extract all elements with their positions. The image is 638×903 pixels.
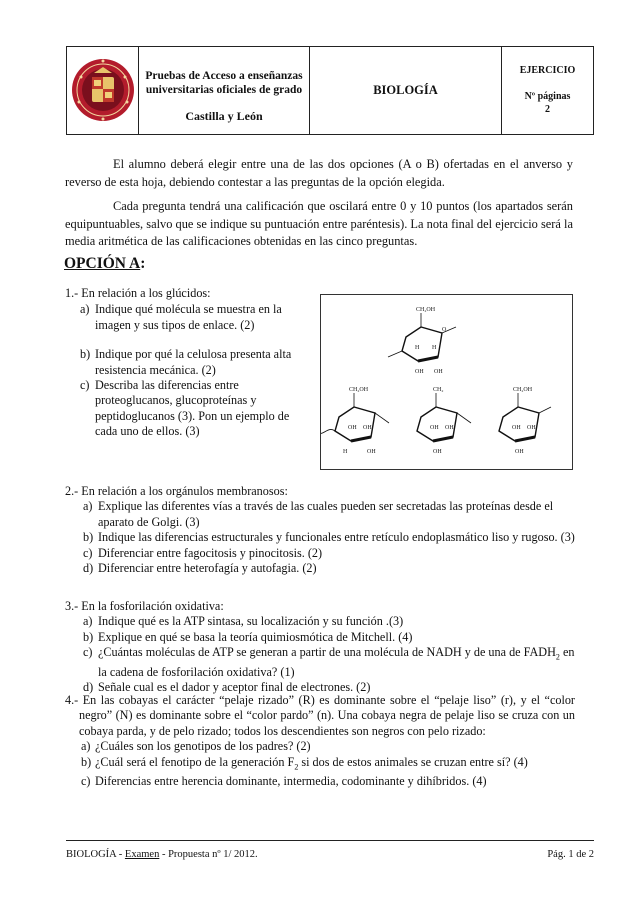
oh-label: OH: [527, 425, 536, 431]
ch2-label: CH₂: [433, 387, 444, 393]
question-item: a) ¿Cuáles son los genotipos de los padres? (2): [81, 739, 311, 754]
question-2: [65, 484, 575, 576]
ch2oh-label: CH₂OH: [349, 387, 369, 393]
exercise-label: EJERCICIO: [519, 65, 576, 76]
question-item: c) ¿Cuántas moléculas de ATP se generan a partir de una molécula de NADH y de una de $FADH_2$ en la cadena de fosforilación oxidativa? (1): [83, 645, 575, 680]
question-1: [65, 286, 313, 440]
page-footer: [66, 840, 594, 860]
h-label: H: [432, 345, 437, 351]
question-item: c) Diferenciar entre fagocitosis y pinocitosis. (2): [83, 545, 323, 560]
oh-label: OH: [415, 369, 424, 375]
question-item: c) Diferencias entre herencia dominante, intermedia, codominante y dihíbridos. (4): [81, 774, 487, 789]
oh-label: OH: [348, 425, 357, 431]
question-title: 3.- En la fosforilación oxidativa:: [65, 599, 224, 613]
oh-label: OH: [433, 449, 442, 455]
question-intro: 4.- En las cobayas el carácter “pelaje rizado” (R) es dominante sobre el “pelaje liso” (r), y el “color negro” (N) es dominante sobre el “color pardo” (n). Una cobaya negra de pelaje liso se cruza con un cobaya parda, y de pelo rizado; todos los descendientes son negros con pelo rizado:: [65, 693, 575, 738]
logo-cell: [67, 47, 139, 134]
h-label: H: [343, 449, 348, 455]
h-label: H: [415, 345, 420, 351]
question-item: d) Señale cual es el dador y aceptor final de electrones. (2): [83, 680, 371, 695]
question-item: a) Indique qué es la ATP sintasa, su localización y su función .(3): [83, 614, 404, 629]
oh-label: OH: [512, 425, 521, 431]
question-4: [65, 693, 575, 790]
intro-paragraph-2: Cada pregunta tendrá una calificación que oscilará entre 0 y 10 puntos (los apartados serán equipuntuables, salvo que se indique su puntuación entre paréntesis). La nota final del ejercicio será la media aritmética de las calificaciones obtenidas en las cinco preguntas.: [65, 199, 573, 249]
university-crest-seal-icon: [67, 47, 139, 134]
ch2oh-label: CH₂OH: [513, 387, 533, 393]
institution-line3: Castilla y León: [185, 109, 263, 123]
institution-line2: universitarias oficiales de grado: [145, 84, 303, 96]
option-title: OPCIÓN A:: [64, 255, 146, 272]
cellulose-structure-figure: [320, 294, 573, 470]
o-label: O: [442, 327, 447, 333]
institution-line1: Pruebas de Acceso a enseñanzas: [145, 70, 303, 82]
oh-label: OH: [515, 449, 524, 455]
institution-cell: [139, 47, 310, 134]
question-item: b) Explique en qué se basa la teoría quimiosmótica de Mitchell. (4): [83, 629, 413, 644]
oh-label: OH: [434, 369, 443, 375]
question-title: 1.- En relación a los glúcidos:: [65, 286, 211, 300]
pages-label: Nº páginas: [524, 91, 571, 102]
question-item: c) Describa las diferencias entre proteoglucanos, glucoproteínas y peptidoglucanos (3). Pon un ejemplo de cada uno de ellos. (3): [80, 378, 290, 439]
exercise-cell: [502, 47, 593, 134]
footer-left: BIOLOGÍA - Examen - Propuesta nº 1/ 2012.: [66, 849, 258, 860]
subject-cell: [310, 47, 502, 134]
pages-value: 2: [545, 104, 550, 115]
oh-label: OH: [363, 425, 372, 431]
oh-label: OH: [430, 425, 439, 431]
question-title: 2.- En relación a los orgánulos membranosos:: [65, 484, 288, 498]
oh-label: OH: [445, 425, 454, 431]
footer-exam-link: Examen: [124, 849, 160, 860]
intro-paragraph-1: El alumno deberá elegir entre una de las dos opciones (A o B) ofertadas en el anverso y reverso de esta hoja, debiendo contestar a las preguntas de la opción elegida.: [65, 157, 573, 189]
footer-page-number: Pág. 1 de 2: [547, 849, 594, 860]
exam-header-table: [66, 46, 594, 135]
question-item: d) Diferenciar entre heterofagía y autofagia. (2): [83, 561, 317, 576]
oh-label: OH: [367, 449, 376, 455]
question-3: [65, 599, 575, 696]
subject-title: BIOLOGÍA: [373, 83, 438, 97]
question-item: b) ¿Cuál será el fenotipo de la generación $F_2$ si dos de estos animales se cruzan entre sí? (4): [81, 754, 528, 772]
question-item: b) Indique por qué la celulosa presenta alta resistencia mecánica. (2): [80, 347, 292, 377]
question-item: b) Indique las diferencias estructurales y funcionales entre retículo endoplasmático liso y rugoso. (3): [83, 530, 575, 545]
question-item: a) Indique qué molécula se muestra en la imagen y sus tipos de enlace. (2): [80, 302, 282, 332]
ch2oh-label: CH₂OH: [416, 307, 436, 313]
question-item: a) Explique las diferentes vías a través de las cuales pueden ser secretadas las proteínas desde el aparato de Golgi. (3): [83, 499, 554, 529]
